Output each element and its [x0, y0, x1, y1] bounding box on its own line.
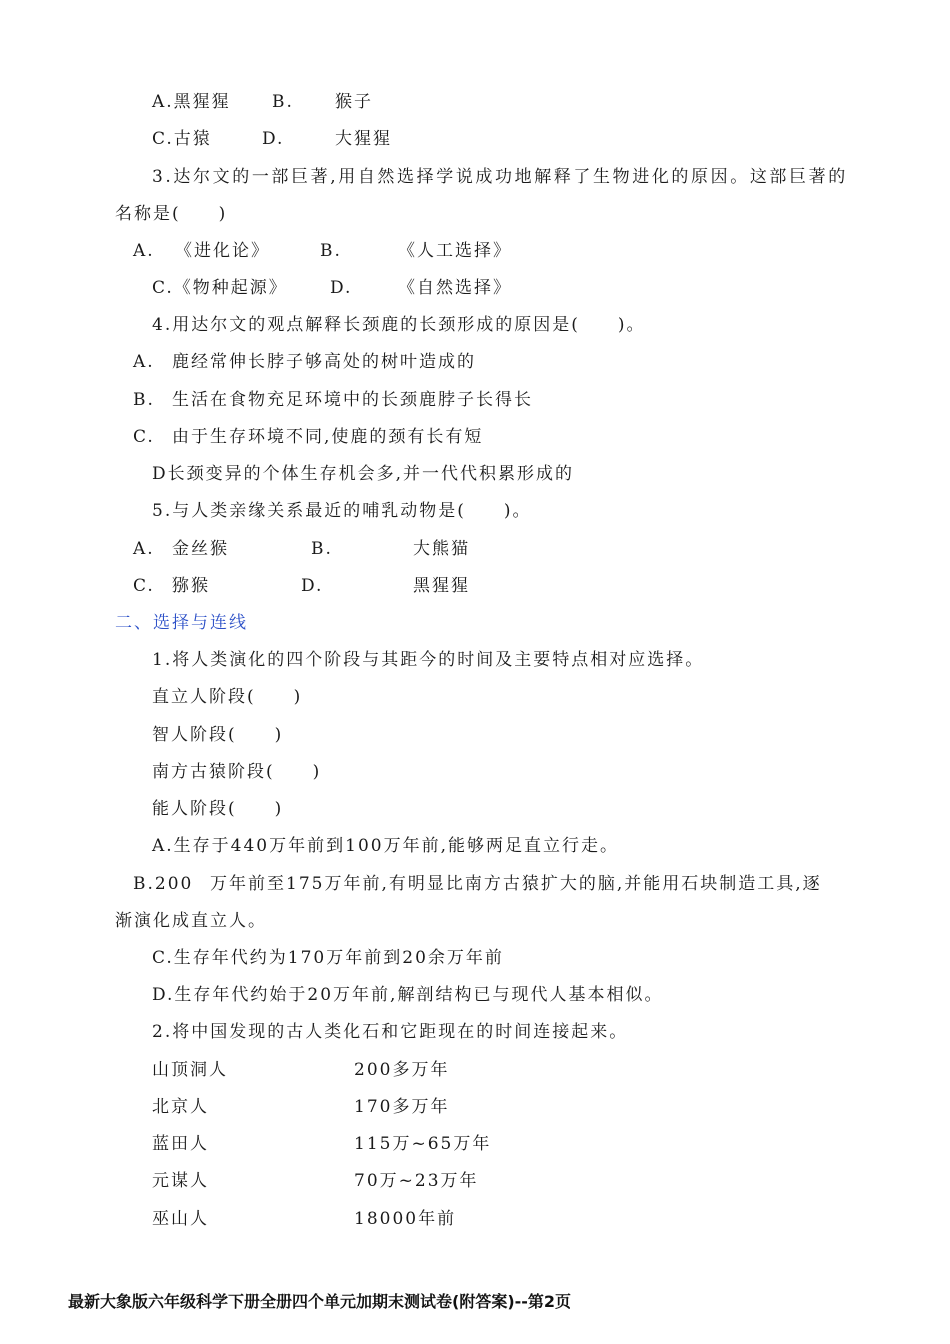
q2-option-b-text: 猴子: [335, 92, 373, 112]
q4-option-b-letter: B.: [133, 390, 155, 410]
fossil-name: 巫山人: [152, 1209, 209, 1229]
s2-item1-stem: 1.将人类演化的四个阶段与其距今的时间及主要特点相对应选择。: [152, 650, 705, 670]
q2-option-d-letter: D.: [262, 129, 285, 149]
q5-option-c-letter: C.: [133, 576, 155, 596]
q4-option-b-text: 生活在食物充足环境中的长颈鹿脖子长得长: [172, 390, 533, 410]
fossil-name: 元谋人: [152, 1171, 209, 1191]
q3-option-d-text: 《自然选择》: [398, 278, 512, 298]
fossil-time: 70万~23万年: [354, 1171, 479, 1191]
q4-stem: 4.用达尔文的观点解释长颈鹿的长颈形成的原因是( )。: [152, 315, 646, 335]
q2-option-d-text: 大猩猩: [335, 129, 392, 149]
s2-stage-3: 南方古猿阶段( ): [152, 762, 322, 782]
s2-feature-b-label: B.200: [133, 874, 194, 894]
q3-stem-line2: 名称是( ): [115, 204, 228, 224]
fossil-time: 18000年前: [354, 1209, 457, 1229]
q3-option-b-text: 《人工选择》: [398, 241, 512, 261]
q5-option-a-text: 金丝猴: [172, 539, 229, 559]
s2-feature-b-text: 万年前至175万年前,有明显比南方古猿扩大的脑,并能用石块制造工具,逐: [210, 874, 822, 894]
q4-option-a-text: 鹿经常伸长脖子够高处的树叶造成的: [172, 352, 476, 372]
q5-option-a-letter: A.: [133, 539, 155, 559]
q3-option-a-text: 《进化论》: [175, 241, 270, 261]
q5-option-d-letter: D.: [301, 576, 324, 596]
s2-stage-4: 能人阶段( ): [152, 799, 284, 819]
fossil-time: 115万~65万年: [354, 1134, 492, 1154]
q4-option-a-letter: A.: [133, 352, 155, 372]
s2-stage-1: 直立人阶段( ): [152, 687, 303, 707]
s2-feature-d: D.生存年代约始于20万年前,解剖结构已与现代人基本相似。: [152, 985, 664, 1005]
q5-option-b-letter: B.: [311, 539, 333, 559]
q5-option-d-text: 黑猩猩: [413, 576, 470, 596]
q3-option-b-letter: B.: [320, 241, 342, 261]
q5-option-c-text: 猕猴: [172, 576, 210, 596]
q2-option-c: C.古猿: [152, 129, 212, 149]
s2-feature-a: A.生存于440万年前到100万年前,能够两足直立行走。: [152, 836, 619, 856]
fossil-name: 北京人: [152, 1097, 209, 1117]
q3-option-a-letter: A.: [133, 241, 155, 261]
q4-option-c-text: 由于生存环境不同,使鹿的颈有长有短: [172, 427, 484, 447]
q2-option-b-letter: B.: [272, 92, 294, 112]
q2-option-a: A.黑猩猩: [152, 92, 231, 112]
fossil-name: 山顶洞人: [152, 1060, 228, 1080]
q5-stem: 5.与人类亲缘关系最近的哺乳动物是( )。: [152, 501, 532, 521]
q3-stem-line1: 3.达尔文的一部巨著,用自然选择学说成功地解释了生物进化的原因。这部巨著的: [152, 167, 848, 187]
s2-feature-b-line2: 渐演化成直立人。: [115, 911, 267, 931]
section2-heading: 二、选择与连线: [115, 613, 248, 633]
fossil-name: 蓝田人: [152, 1134, 209, 1154]
s2-feature-c: C.生存年代约为170万年前到20余万年前: [152, 948, 504, 968]
q4-option-c-letter: C.: [133, 427, 155, 447]
fossil-time: 170多万年: [354, 1097, 450, 1117]
page-footer: 最新大象版六年级科学下册全册四个单元加期末测试卷(附答案)--第2页: [68, 1292, 572, 1311]
q3-option-d-letter: D.: [330, 278, 353, 298]
q3-option-c: C.《物种起源》: [152, 278, 288, 298]
fossil-time: 200多万年: [354, 1060, 450, 1080]
q5-option-b-text: 大熊猫: [413, 539, 470, 559]
s2-stage-2: 智人阶段( ): [152, 725, 284, 745]
q4-option-d: D长颈变异的个体生存机会多,并一代代积累形成的: [152, 464, 575, 484]
s2-item2-stem: 2.将中国发现的古人类化石和它距现在的时间连接起来。: [152, 1022, 629, 1042]
